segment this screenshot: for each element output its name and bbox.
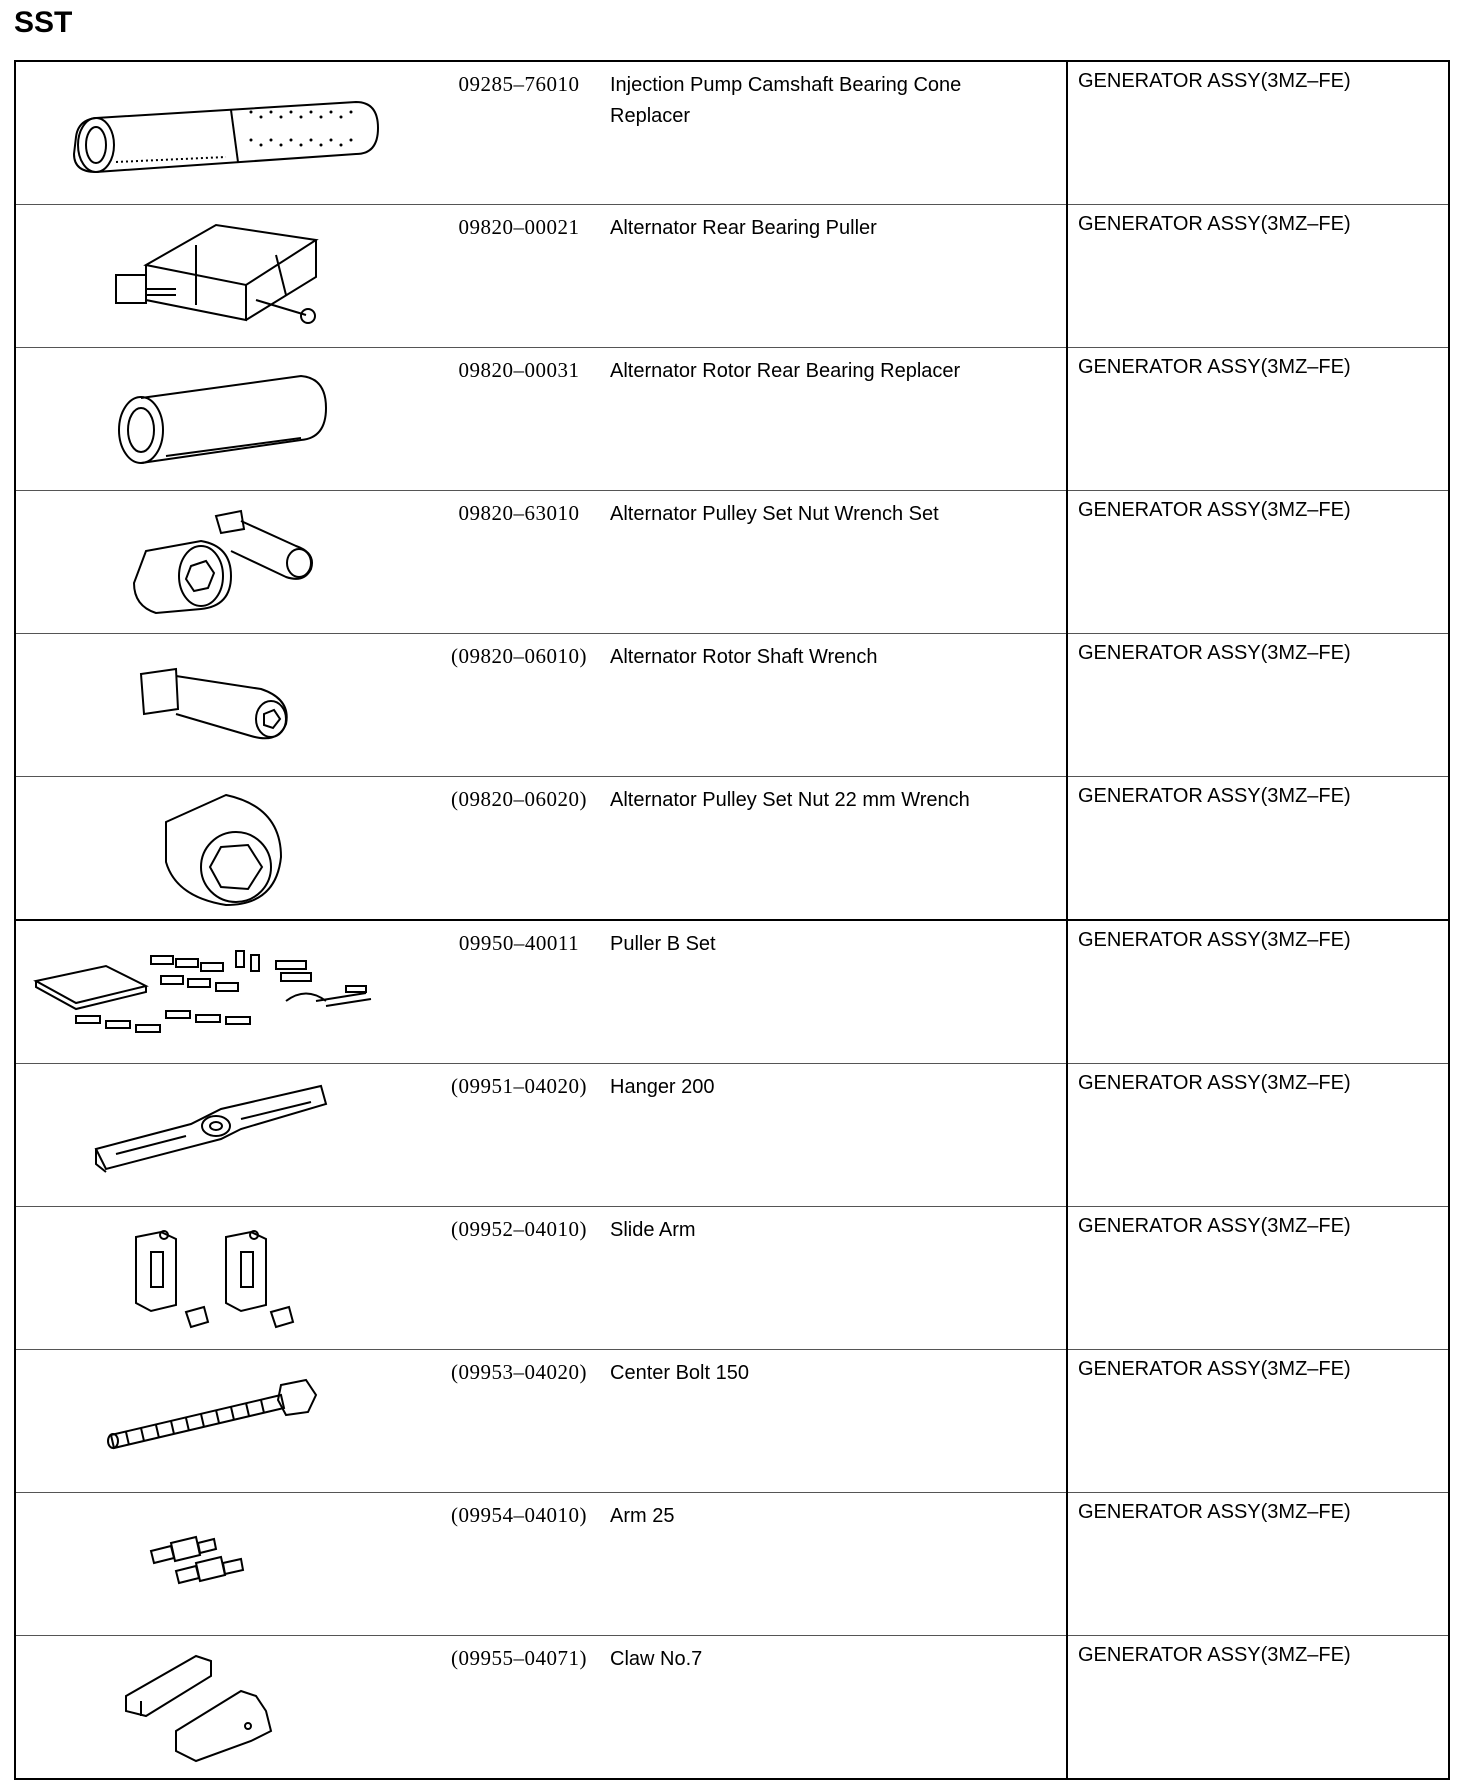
- table-row: [15, 205, 1449, 348]
- bearing-puller-icon: [16, 205, 436, 347]
- part-number: 09285–76010: [458, 72, 580, 96]
- table-row: [15, 491, 1449, 634]
- part-number: 09820–00021: [458, 215, 580, 239]
- applies-to: GENERATOR ASSY(3MZ–FE): [1078, 213, 1351, 235]
- claw-icon: [16, 1636, 436, 1778]
- table-row: [15, 1636, 1449, 1780]
- tool-name: Hanger 200: [610, 1076, 715, 1098]
- tool-name: Center Bolt 150: [610, 1362, 749, 1384]
- part-number: (09820–06010): [451, 644, 587, 668]
- table-row: [15, 1064, 1449, 1207]
- table-row: [15, 1350, 1449, 1493]
- applies-to: GENERATOR ASSY(3MZ–FE): [1078, 929, 1351, 951]
- hex-socket-icon: [16, 777, 436, 919]
- sst-table: [14, 60, 1450, 1780]
- hanger-icon: [16, 1064, 436, 1206]
- tool-name: Slide Arm: [610, 1219, 696, 1241]
- applies-to: GENERATOR ASSY(3MZ–FE): [1078, 1358, 1351, 1380]
- table-row: [15, 1493, 1449, 1636]
- tool-name: Alternator Rotor Shaft Wrench: [610, 646, 878, 668]
- part-number: (09954–04010): [451, 1503, 587, 1527]
- tool-name: Arm 25: [610, 1505, 675, 1527]
- part-number: (09952–04010): [451, 1217, 587, 1241]
- part-number: (09820–06020): [451, 787, 587, 811]
- part-number: 09950–40011: [458, 931, 580, 955]
- part-number: (09953–04020): [451, 1360, 587, 1384]
- part-number: (09951–04020): [451, 1074, 587, 1098]
- page-title: SST: [14, 6, 73, 39]
- bearing-replacer-icon: [16, 348, 436, 490]
- table-row: [15, 634, 1449, 777]
- applies-to: GENERATOR ASSY(3MZ–FE): [1078, 499, 1351, 521]
- part-number: (09955–04071): [451, 1646, 587, 1670]
- shaft-wrench-icon: [16, 634, 436, 776]
- table-row: [15, 777, 1449, 921]
- table-row: [15, 348, 1449, 491]
- tool-name: Alternator Pulley Set Nut Wrench Set: [610, 503, 939, 525]
- applies-to: GENERATOR ASSY(3MZ–FE): [1078, 642, 1351, 664]
- tool-name: Claw No.7: [610, 1648, 703, 1670]
- tool-name: Alternator Pulley Set Nut 22 mm Wrench: [610, 789, 970, 811]
- applies-to: GENERATOR ASSY(3MZ–FE): [1078, 1072, 1351, 1094]
- tool-name: Injection Pump Camshaft Bearing Cone Replacer: [610, 74, 962, 127]
- applies-to: GENERATOR ASSY(3MZ–FE): [1078, 356, 1351, 378]
- table-row: [15, 920, 1449, 1064]
- bearing-cone-replacer-icon: [16, 62, 436, 204]
- applies-to: GENERATOR ASSY(3MZ–FE): [1078, 70, 1351, 92]
- puller-set-icon: [16, 921, 436, 1063]
- tool-name: Puller B Set: [610, 933, 716, 955]
- tool-name: Alternator Rear Bearing Puller: [610, 217, 877, 239]
- part-number: 09820–00031: [458, 358, 580, 382]
- part-number: 09820–63010: [458, 501, 580, 525]
- table-row: [15, 61, 1449, 205]
- tool-name: Alternator Rotor Rear Bearing Replacer: [610, 360, 961, 382]
- applies-to: GENERATOR ASSY(3MZ–FE): [1078, 1215, 1351, 1237]
- table-row: [15, 1207, 1449, 1350]
- arm-icon: [16, 1493, 436, 1635]
- applies-to: GENERATOR ASSY(3MZ–FE): [1078, 1501, 1351, 1523]
- applies-to: GENERATOR ASSY(3MZ–FE): [1078, 785, 1351, 807]
- applies-to: GENERATOR ASSY(3MZ–FE): [1078, 1644, 1351, 1666]
- nut-wrench-set-icon: [16, 491, 436, 633]
- center-bolt-icon: [16, 1350, 436, 1492]
- slide-arm-icon: [16, 1207, 436, 1349]
